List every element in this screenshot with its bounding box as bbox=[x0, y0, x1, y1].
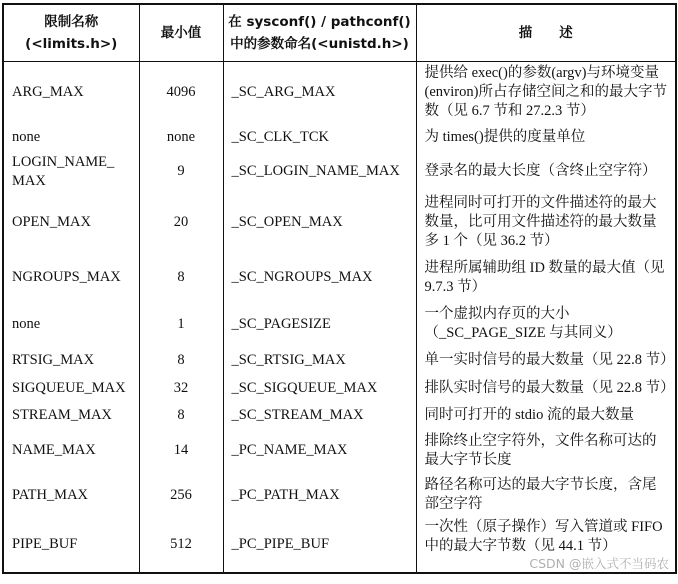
min-value-cell-text: 8 bbox=[177, 269, 185, 285]
param-name-cell-text: _PC_NAME_MAX bbox=[231, 442, 348, 458]
min-value-cell bbox=[139, 62, 223, 124]
table-row bbox=[3, 473, 676, 518]
watermark: CSDN @嵌入式不当码农 bbox=[529, 555, 669, 571]
min-value-cell bbox=[139, 254, 223, 302]
limit-name-cell bbox=[3, 347, 139, 375]
param-name-cell bbox=[223, 192, 416, 254]
description-cell bbox=[416, 518, 676, 573]
min-value-cell bbox=[139, 192, 223, 254]
min-value-cell bbox=[139, 473, 223, 518]
limit-name-cell-text: STREAM_MAX bbox=[12, 406, 112, 423]
limit-name-cell bbox=[3, 152, 139, 192]
description-cell bbox=[416, 302, 676, 347]
limit-name-cell-text: RTSIG_MAX bbox=[12, 352, 95, 368]
min-value-cell bbox=[139, 375, 223, 402]
limit-name-cell-text: OPEN_MAX bbox=[12, 214, 91, 230]
param-name-cell bbox=[223, 152, 416, 192]
limit-name-cell-text: PATH_MAX bbox=[12, 486, 89, 503]
limit-name-cell-text: LOGIN_NAME_ MAX bbox=[12, 153, 115, 189]
header-limit-name bbox=[3, 4, 139, 62]
description-cell bbox=[416, 124, 676, 152]
description-cell bbox=[416, 192, 676, 254]
description-cell-text: 提供给 exec()的参数(argv)与环境变量(environ)所占存储空间之和的最大字节数（见 6.7 节和 27.2.3 节） bbox=[424, 65, 667, 120]
description-cell bbox=[416, 254, 676, 302]
param-name-cell bbox=[223, 347, 416, 375]
min-value-cell-text: 8 bbox=[177, 352, 185, 368]
limit-name-cell-text: SIGQUEUE_MAX bbox=[12, 379, 126, 396]
description-cell bbox=[416, 429, 676, 473]
limit-name-cell bbox=[3, 192, 139, 254]
header-min-value: 最小值 bbox=[139, 4, 223, 62]
param-name-cell bbox=[223, 302, 416, 347]
description-cell-text: 为 times()提供的度量单位 bbox=[424, 129, 586, 145]
param-name-cell-text: _SC_PAGESIZE bbox=[231, 315, 331, 332]
min-value-cell-text: 512 bbox=[170, 536, 192, 552]
description-cell bbox=[416, 375, 676, 402]
description-cell-text: 一个虚拟内存页的大小（_SC_PAGE_SIZE 与其同义） bbox=[424, 306, 622, 341]
table-row bbox=[3, 254, 676, 302]
limit-name-cell bbox=[3, 402, 139, 429]
min-value-cell-text: 20 bbox=[173, 214, 189, 230]
param-name-cell-text: _SC_OPEN_MAX bbox=[231, 214, 343, 230]
limit-name-cell-text: ARG_MAX bbox=[12, 84, 84, 101]
description-cell-text: 单一实时信号的最大数量（见 22.8 节） bbox=[424, 352, 675, 368]
limit-name-cell-text: NGROUPS_MAX bbox=[12, 269, 121, 285]
param-name-cell-text: _SC_ARG_MAX bbox=[231, 84, 336, 101]
header-text: (<limits.h>) bbox=[25, 36, 118, 52]
limit-name-cell-text: none bbox=[12, 129, 41, 145]
param-name-cell bbox=[223, 124, 416, 152]
param-name-cell-text: _PC_PATH_MAX bbox=[231, 486, 340, 503]
description-cell-text: 一次性（原子操作）写入管道或 FIFO 中的最大字节数（见 44.1 节） bbox=[424, 518, 663, 554]
description-cell-text: 同时可打开的 stdio 流的最大数量 bbox=[424, 406, 634, 423]
limit-name-cell bbox=[3, 124, 139, 152]
table-row bbox=[3, 124, 676, 152]
table-row bbox=[3, 429, 676, 473]
param-name-cell bbox=[223, 473, 416, 518]
table-row bbox=[3, 347, 676, 375]
description-cell bbox=[416, 347, 676, 375]
min-value-cell-text: 9 bbox=[177, 163, 185, 179]
table-row bbox=[3, 62, 676, 124]
min-value-cell-text: 14 bbox=[173, 442, 189, 458]
limit-name-cell-text: PIPE_BUF bbox=[12, 536, 78, 552]
header-param-name bbox=[223, 4, 416, 62]
description-cell-text: 路径名称可达的最大字节长度，含尾部空字符 bbox=[424, 477, 657, 512]
table-row bbox=[3, 152, 676, 192]
min-value-cell bbox=[139, 302, 223, 347]
description-cell bbox=[416, 152, 676, 192]
min-value-cell bbox=[139, 347, 223, 375]
min-value-cell-text: 256 bbox=[170, 486, 192, 503]
min-value-cell-text: 32 bbox=[173, 379, 189, 396]
limit-name-cell bbox=[3, 473, 139, 518]
limit-name-cell bbox=[3, 254, 139, 302]
table-row bbox=[3, 402, 676, 429]
description-cell-text: 排队实时信号的最大数量（见 22.8 节） bbox=[424, 379, 675, 396]
param-name-cell-text: _SC_NGROUPS_MAX bbox=[231, 269, 373, 285]
min-value-cell bbox=[139, 402, 223, 429]
param-name-cell bbox=[223, 254, 416, 302]
param-name-cell bbox=[223, 402, 416, 429]
header-text: 中的参数命名(<unistd.h>) bbox=[230, 36, 409, 52]
limit-name-cell bbox=[3, 375, 139, 402]
min-value-cell-text: none bbox=[166, 129, 196, 145]
param-name-cell bbox=[223, 429, 416, 473]
min-value-cell-text: 1 bbox=[177, 315, 185, 332]
limit-name-cell-text: NAME_MAX bbox=[12, 442, 96, 458]
min-value-cell-text: 8 bbox=[177, 406, 185, 423]
description-cell-text: 登录名的最大长度（含终止空字符） bbox=[424, 163, 657, 179]
param-name-cell bbox=[223, 375, 416, 402]
table-row bbox=[3, 375, 676, 402]
param-name-cell-text: _SC_SIGQUEUE_MAX bbox=[231, 379, 378, 396]
limit-name-cell bbox=[3, 429, 139, 473]
header-text: 在 sysconf() / pathconf() bbox=[228, 14, 411, 30]
table-row bbox=[3, 192, 676, 254]
header-text: 限制名称 bbox=[44, 14, 99, 30]
min-value-cell bbox=[139, 429, 223, 473]
limit-name-cell bbox=[3, 518, 139, 573]
description-cell bbox=[416, 473, 676, 518]
limits-table bbox=[2, 3, 677, 574]
description-cell-text: 进程所属辅助组 ID 数量的最大值（见 9.7.3 节） bbox=[424, 259, 665, 295]
description-cell bbox=[416, 402, 676, 429]
limit-name-cell bbox=[3, 302, 139, 347]
param-name-cell-text: _SC_STREAM_MAX bbox=[231, 406, 364, 423]
param-name-cell bbox=[223, 62, 416, 124]
param-name-cell-text: _SC_RTSIG_MAX bbox=[231, 352, 346, 368]
table-row bbox=[3, 302, 676, 347]
min-value-cell bbox=[139, 124, 223, 152]
description-cell-text: 排除终止空字符外，文件名称可达的最大字节长度 bbox=[424, 432, 657, 468]
param-name-cell bbox=[223, 518, 416, 573]
limit-name-cell bbox=[3, 62, 139, 124]
param-name-cell-text: _PC_PIPE_BUF bbox=[231, 536, 330, 552]
table-row bbox=[3, 518, 676, 573]
description-cell bbox=[416, 62, 676, 124]
description-cell-text: 进程同时可打开的文件描述符的最大数量，比可用文件描述符的最大数量多 1 个（见 36.2 节） bbox=[424, 195, 657, 249]
min-value-cell bbox=[139, 152, 223, 192]
param-name-cell-text: _SC_CLK_TCK bbox=[231, 129, 329, 145]
header-row bbox=[3, 4, 676, 62]
header-description: 描 述 bbox=[416, 4, 676, 62]
min-value-cell-text: 4096 bbox=[166, 84, 196, 101]
param-name-cell-text: _SC_LOGIN_NAME_MAX bbox=[231, 163, 400, 179]
min-value-cell bbox=[139, 518, 223, 573]
limit-name-cell-text: none bbox=[12, 315, 41, 332]
